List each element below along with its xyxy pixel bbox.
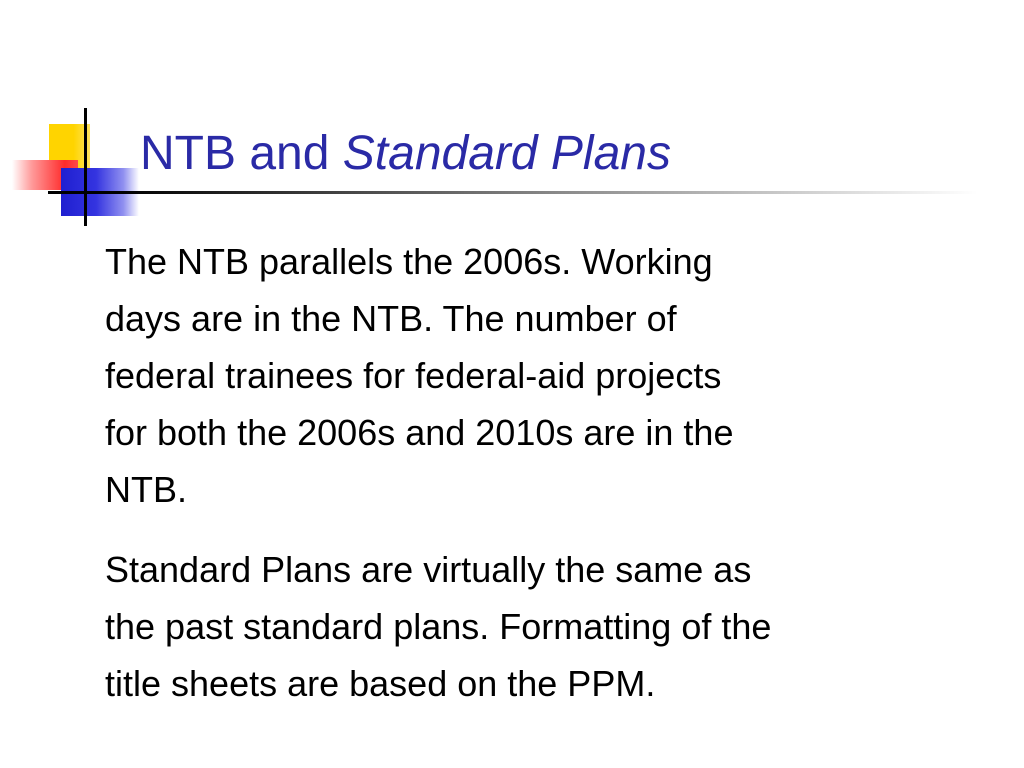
slide-title-plain: NTB and	[140, 127, 343, 180]
slide-body	[105, 233, 975, 735]
body-paragraph-standard-plans: Standard Plans are virtually the same as the past standard plans. Formatting of the title sheets are based on the PPM.	[105, 549, 772, 704]
title-underline-rule	[48, 191, 978, 194]
body-paragraph-ntb: The NTB parallels the 2006s. Working days are in the NTB. The number of federal trainees for federal-aid projects for both the 2006s and 2010s are in the NTB.	[105, 241, 734, 510]
vertical-rule-decoration	[84, 108, 87, 226]
slide-title-italic: Standard Plans	[342, 127, 671, 180]
slide-title	[140, 126, 671, 181]
